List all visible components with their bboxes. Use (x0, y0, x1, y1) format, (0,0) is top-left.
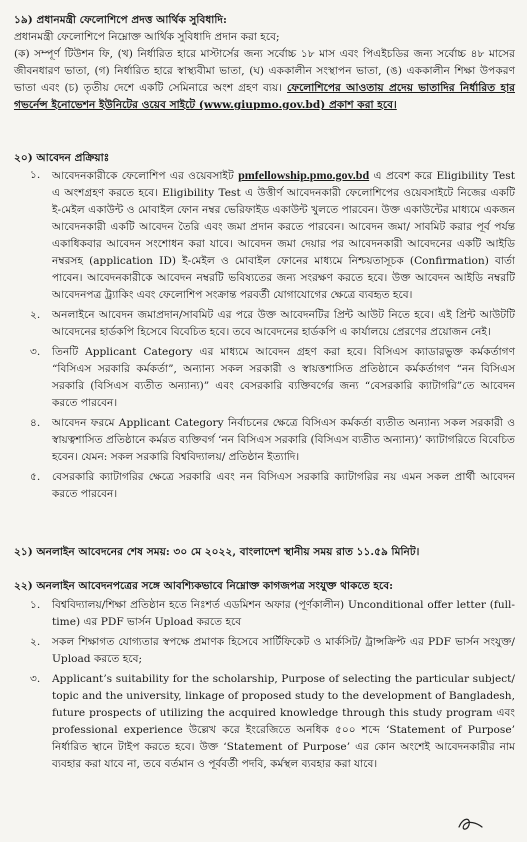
section-deadline (14, 544, 515, 561)
item-number: ২. (30, 636, 41, 648)
signature-mark (455, 815, 485, 833)
item-number: ৩. (30, 673, 41, 685)
item-text: বিশ্ববিদ্যালয়/শিক্ষা প্রতিষ্ঠান হতে নিঃশর্ত এডমিশন অফার (পূর্ণকালীন) Unconditional offer letter (full-time) এর PDF ভার্সন Upload করতে হবে (52, 599, 515, 628)
item-number: ৪. (30, 417, 41, 429)
item-number: ৩. (30, 346, 41, 358)
item-text: Applicant’s suitability for the scholarship, Purpose of selecting the particular subject/ topic and the university, linkage of proposed study to the development of Bangladesh, future prospects of utilizing the acquired knowledge through this study program এবং professional experience উল্লেখ করে ইংরেজিতে অনধিক ৫০০ শব্দে ‘Statement of Purpose’ নির্ধারিত স্থানে টাইপ করতে হবে। উক্ত ‘Statement of Purpose’ এর কোন অংশেই আবেদনকারীর নাম ব্যবহার করা যাবে না, তবে বর্তমান ও পূর্ববর্তী পদবি, কর্মস্থল ব্যবহার করা যাবে। (52, 673, 515, 770)
section-required-documents (14, 578, 515, 773)
item-number: ১. (30, 599, 41, 611)
item-text: তিনটি Applicant Category এর মাধ্যমে আবেদন গ্রহণ করা হবে। বিসিএস ক্যাডারভুক্ত কর্মকর্তাগণ “বিসিএস সরকারি কর্মকর্তা”, অন্যান্য সকল সরকারী ও স্বায়ত্তশাসিত প্রতিষ্ঠানে কর্মকর্তাগণ “নন বিসিএস সরকারি (বিসিএস ব্যতীত অন্যান্য)” এবং বেসরকারি ব্যক্তিবর্গের জন্য “বেসরকারি ক্যাটাগরি”তে আবেদন করতে পারবেন। (52, 346, 515, 409)
item-text-post: এ প্রবেশ করে Eligibility Test এ অংশগ্রহণ করতে হবে। Eligibility Test এ উত্তীর্ণ আবেদনকারী ফেলোশিপের ওয়েবসাইটে নিজের একটি ই-মেইল একাউন্ট ও মোবাইল ফোন নম্বর ভেরিফাইড একাউন্ট খুলতে পারবেন। উক্ত একাউন্টের মাধ্যমে একজন আবেদনকারী একটি আবেদন তৈরি এবং জমা প্রদান করতে পারবেন। আবেদন জমা/ সাবমিট করার পূর্ব পর্যন্ত একাধিকবার আবেদন সংশোধন করা যাবে। আবেদন জমা দেয়ার পর আবেদনকারী আবেদনের একটি আইডি নম্বরসহ (application ID) ই-মেইল ও মোবাইল ফোনের মাধ্যমে নিশ্চয়তাসূচক (Confirmation) বার্তা পাবেন। আবেদনকারীকে আবেদন নম্বরটি ভবিষ্যতের জন্য সংরক্ষণ করতে হবে। উক্ত আবেদন আইডি নম্বরটি আবেদনপত্র ট্র্যাকিং এবং ফেলোশিপ সংক্রান্ত পরবর্তী যোগাযোগের ক্ষেত্রে ব্যবহৃত হবে। (52, 170, 515, 301)
item-number: ২. (30, 309, 41, 321)
section-19-body (14, 46, 515, 114)
list-item (14, 307, 515, 341)
section-19-heading: ১৯) প্রধানমন্ত্রী ফেলোশিপে প্রদত্ত আর্থিক সুবিধাদি: (14, 14, 227, 26)
item-text: বেসরকারি ক্যাটাগরির ক্ষেত্রে সরকারি এবং নন বিসিএস সরকারি ক্যাটাগরির নয় এমন সকল প্রার্থী আবেদন করতে পারবেন। (52, 471, 515, 500)
section-20-heading: ২০) আবেদন প্রক্রিয়াঃ (14, 152, 110, 164)
list-item (14, 671, 515, 773)
list-item (14, 469, 515, 503)
item-text-pre: আবেদনকারীকে ফেলোশিপ এর ওয়েবসাইট (52, 170, 234, 182)
section-22-list (14, 597, 515, 773)
item-text: সকল শিক্ষাগত যোগ্যতার স্বপক্ষে প্রমাণক হিসেবে সার্টিফিকেট ও মার্কসিট/ ট্রান্সক্রিপ্ট এর PDF ভার্সন সংযুক্ত/ Upload করতে হবে; (52, 636, 515, 665)
list-item (14, 344, 515, 412)
section-20-list (14, 167, 515, 503)
list-item (14, 415, 515, 466)
item-number: ৫. (30, 471, 41, 483)
section-19-body-text: (ক) সম্পূর্ণ টিউশন ফি, (খ) নির্ধারিত হারে মাস্টার্সের জন্য সর্বোচ্চ ১৮ মাস এবং পিএইচডির জন্য সর্বোচ্চ ৪৮ মাসের জীবনধারণ ভাতা, (গ) নির্ধারিত হারে স্বাস্থ্যবীমা ভাতা, (ঘ) এককালীন সংস্থাপন ভাতা, (ঙ) এককালীন শিক্ষা উপকরণ ভাতা এবং (চ) তৃতীয় দেশে একটি সেমিনারে অংশ গ্রহণ ব্যয়। (14, 48, 515, 94)
item-number: ১. (30, 169, 41, 181)
section-19-rates-link-text[interactable]: ফেলোশিপের আওতায় প্রদেয় ভাতাদির নির্ধারিত হার গভর্নেন্স ইনোভেশন ইউনিটের ওয়েব সাইটে (www.giupmo.gov.bd) প্রকাশ করা হবে। (14, 82, 515, 111)
section-22-heading: ২২) অনলাইন আবেদনপত্রের সঙ্গে আবশ্যিকভাবে নিম্নোক্ত কাগজপত্র সংযুক্ত থাকতে হবে: (14, 580, 394, 592)
section-19-intro: প্রধানমন্ত্রী ফেলোশিপে নিম্নোক্ত আর্থিক সুবিধাদি প্রদান করা হবে; (14, 31, 280, 43)
section-application-process (14, 150, 515, 503)
list-item (14, 167, 515, 304)
section-financial-benefits (14, 12, 515, 114)
fellowship-website-link[interactable]: pmfellowship.pmo.gov.bd (238, 168, 370, 182)
list-item (14, 634, 515, 668)
item-text: আবেদন ফরমে Applicant Category নির্বাচনের ক্ষেত্রে বিসিএস কর্মকর্তা ব্যতীত অন্যান্য সকল সরকারী ও স্বায়ত্বশাসিত প্রতিষ্ঠানে কর্মরত ব্যক্তিবর্গ ‘নন বিসিএস সরকারি (বিসিএস ব্যতীত অন্যান্য)’ ক্যাটাগরিতে বিবেচিত হবেন। যেমন: সকল সরকারি বিশ্ববিদ্যালয়/ প্রতিষ্ঠান ইত্যাদি। (52, 417, 515, 463)
section-21-heading: ২১) অনলাইন আবেদনের শেষ সময়: ৩০ মে ২০২২, বাংলাদেশ স্থানীয় সময় রাত ১১.৫৯ মিনিট। (14, 546, 420, 558)
list-item (14, 597, 515, 631)
item-text: অনলাইনে আবেদন জমাপ্রদান/সাবমিট এর পরে উক্ত আবেদনটির প্রিন্ট আউট নিতে হবে। এই প্রিন্ট আউটটি আবেদনের হার্ডকপি হিসেবে বিবেচিত হবে। তবে আবেদনের হার্ডকপি এ কার্যালয়ে প্রেরণের প্রয়োজন নেই। (52, 309, 515, 338)
